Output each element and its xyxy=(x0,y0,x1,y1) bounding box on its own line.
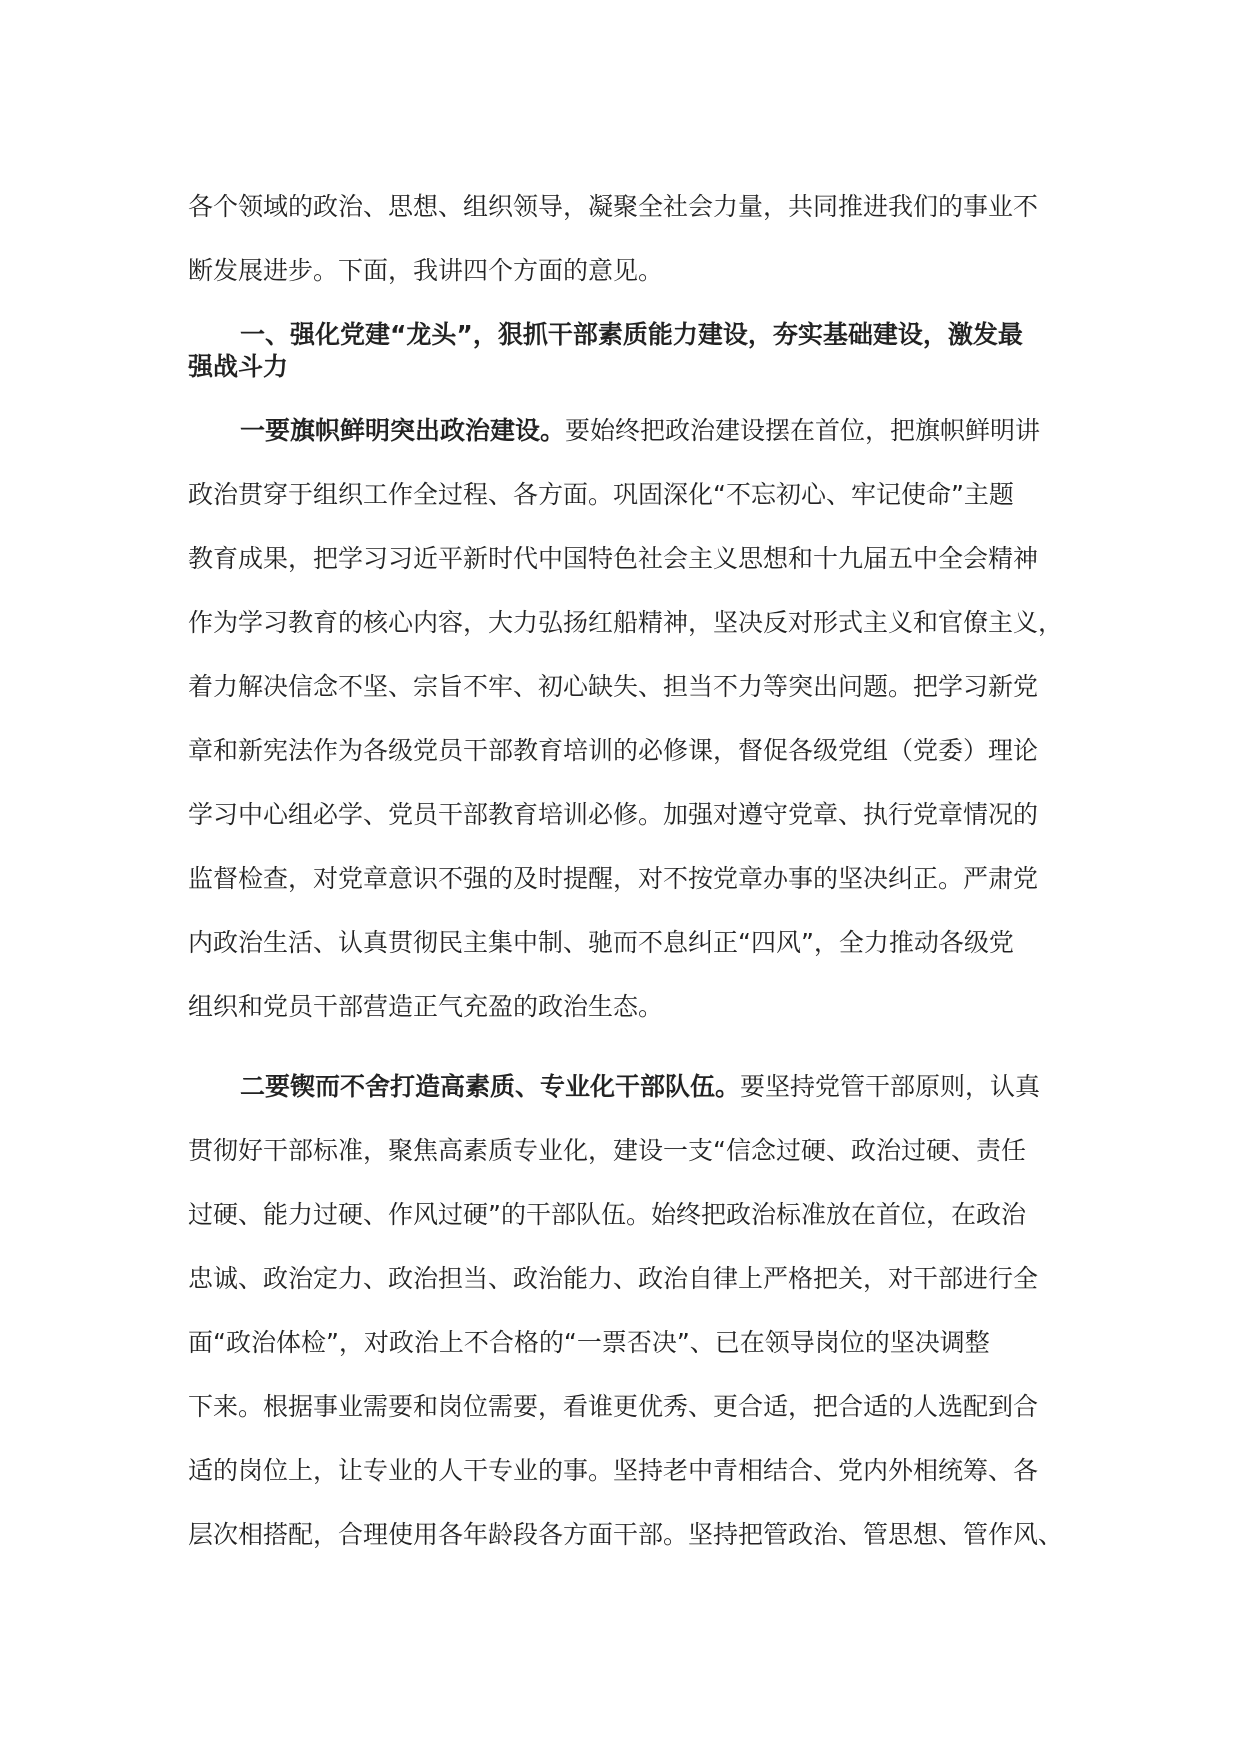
intro-paragraph xyxy=(188,175,1068,303)
text-line: 断发展进步。下面，我讲四个方面的意见。 xyxy=(188,256,664,285)
text-line xyxy=(188,399,1068,463)
paragraph-cadre-team xyxy=(188,1055,1068,1567)
paragraph-lead: 二要锲而不舍打造高素质、专业化干部队伍。 xyxy=(240,1072,741,1101)
text-line: 各个领域的政治、思想、组织领导，凝聚全社会力量，共同推进我们的事业不 xyxy=(188,192,1039,221)
text-run: 要始终把政治建设摆在首位，把旗帜鲜明讲 xyxy=(565,416,1041,445)
heading-line: 一、强化党建“龙头”，狠抓干部素质能力建设，夯实基础建设，激发最 xyxy=(240,320,1023,349)
text-line: 政治贯穿于组织工作全过程、各方面。巩固深化“不忘初心、牢记使命”主题 xyxy=(188,480,1014,509)
text-line: 过硬、能力过硬、作风过硬”的干部队伍。始终把政治标准放在首位，在政治 xyxy=(188,1200,1026,1229)
text-line: 学习中心组必学、党员干部教育培训必修。加强对遵守党章、执行党章情况的 xyxy=(188,800,1039,829)
text-line: 适的岗位上，让专业的人干专业的事。坚持老中青相结合、党内外相统筹、各 xyxy=(188,1456,1039,1485)
paragraph-spacer xyxy=(188,1039,1068,1055)
text-line: 组织和党员干部营造正气充盈的政治生态。 xyxy=(188,992,664,1021)
text-line: 章和新宪法作为各级党员干部教育培训的必修课，督促各级党组（党委）理论 xyxy=(188,736,1039,765)
text-line: 忠诚、政治定力、政治担当、政治能力、政治自律上严格把关，对干部进行全 xyxy=(188,1264,1039,1293)
heading-line: 强战斗力 xyxy=(188,352,289,381)
text-line xyxy=(188,1055,1068,1119)
text-line: 面“政治体检”，对政治上不合格的“一票否决”、已在领导岗位的坚决调整 xyxy=(188,1328,990,1357)
paragraph-lead: 一要旗帜鲜明突出政治建设。 xyxy=(240,416,566,445)
text-line: 下来。根据事业需要和岗位需要，看谁更优秀、更合适，把合适的人选配到合 xyxy=(188,1392,1039,1421)
text-run: 要坚持党管干部原则，认真 xyxy=(740,1072,1041,1101)
text-line: 监督检查，对党章意识不强的及时提醒，对不按党章办事的坚决纠正。严肃党 xyxy=(188,864,1039,893)
text-line: 教育成果，把学习习近平新时代中国特色社会主义思想和十九届五中全会精神 xyxy=(188,544,1039,573)
text-line: 内政治生活、认真贯彻民主集中制、驰而不息纠正“四风”，全力推动各级党 xyxy=(188,928,1014,957)
text-line: 着力解决信念不坚、宗旨不牢、初心缺失、担当不力等突出问题。把学习新党 xyxy=(188,672,1039,701)
paragraph-political-construction xyxy=(188,399,1068,1039)
text-line: 贯彻好干部标准，聚焦高素质专业化，建设一支“信念过硬、政治过硬、责任 xyxy=(188,1136,1026,1165)
section-heading xyxy=(188,319,1068,383)
text-line: 作为学习教育的核心内容，大力弘扬红船精神，坚决反对形式主义和官僚主义， xyxy=(188,608,1064,637)
text-line: 层次相搭配，合理使用各年龄段各方面干部。坚持把管政治、管思想、管作风、 xyxy=(188,1520,1064,1549)
